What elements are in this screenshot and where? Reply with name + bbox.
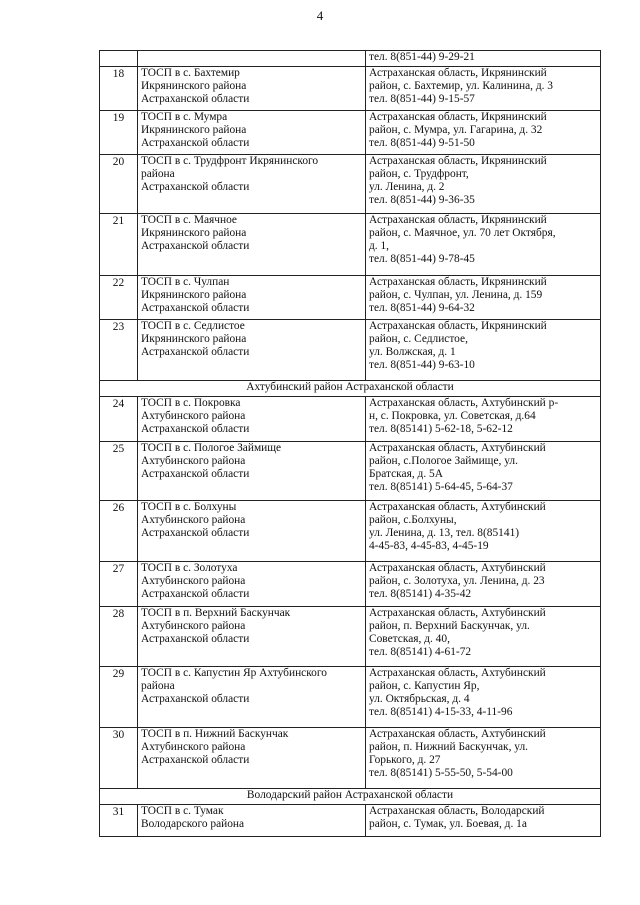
offices-table-body <box>100 51 601 837</box>
table-row <box>100 728 601 789</box>
table-row <box>100 442 601 501</box>
office-address: тел. 8(851-44) 9-29-21 <box>366 51 601 67</box>
row-number: 30 <box>100 728 138 789</box>
office-address: Астраханская область, Ахтубинский район, с.Пологое Займище, ул. Братская, д. 5А тел. 8(85141) 5-64-45, 5-64-37 <box>366 442 601 501</box>
office-address: Астраханская область, Ахтубинский район, п. Нижний Баскунчак, ул. Горького, д. 27 тел. 8(85141) 5-55-50, 5-54-00 <box>366 728 601 789</box>
offices-table <box>99 50 601 837</box>
table-row <box>100 501 601 562</box>
table-row <box>100 276 601 320</box>
office-name: ТОСП в с. Пологое Займище Ахтубинского района Астраханской области <box>138 442 366 501</box>
office-name <box>138 51 366 67</box>
table-row <box>100 155 601 214</box>
section-header-row <box>100 381 601 397</box>
row-number: 28 <box>100 607 138 667</box>
office-address: Астраханская область, Икрянинский район, с. Мумра, ул. Гагарина, д. 32 тел. 8(851-44) 9-51-50 <box>366 111 601 155</box>
office-address: Астраханская область, Ахтубинский район, с. Капустин Яр, ул. Октябрьская, д. 4 тел. 8(85141) 4-15-33, 4-11-96 <box>366 667 601 728</box>
row-number: 25 <box>100 442 138 501</box>
office-name: ТОСП в с. Покровка Ахтубинского района Астраханской области <box>138 397 366 442</box>
row-number: 21 <box>100 214 138 276</box>
office-name: ТОСП в п. Нижний Баскунчак Ахтубинского района Астраханской области <box>138 728 366 789</box>
office-name: ТОСП в п. Верхний Баскунчак Ахтубинского района Астраханской области <box>138 607 366 667</box>
office-name: ТОСП в с. Золотуха Ахтубинского района Астраханской области <box>138 562 366 607</box>
office-name: ТОСП в с. Болхуны Ахтубинского района Астраханской области <box>138 501 366 562</box>
section-title: Ахтубинский район Астраханской области <box>100 381 601 397</box>
office-name: ТОСП в с. Трудфронт Икрянинского района Астраханской области <box>138 155 366 214</box>
row-number <box>100 51 138 67</box>
row-number: 19 <box>100 111 138 155</box>
row-number: 29 <box>100 667 138 728</box>
row-number: 23 <box>100 320 138 381</box>
row-number: 24 <box>100 397 138 442</box>
office-name: ТОСП в с. Капустин Яр Ахтубинского района Астраханской области <box>138 667 366 728</box>
office-address: Астраханская область, Ахтубинский р- н, с. Покровка, ул. Советская, д.64 тел. 8(85141) 5-62-18, 5-62-12 <box>366 397 601 442</box>
table-row <box>100 397 601 442</box>
office-address: Астраханская область, Икрянинский район, с. Седлистое, ул. Волжская, д. 1 тел. 8(851-44) 9-63-10 <box>366 320 601 381</box>
table-row <box>100 214 601 276</box>
office-address: Астраханская область, Ахтубинский район, п. Верхний Баскунчак, ул. Советская, д. 40, тел. 8(85141) 4-61-72 <box>366 607 601 667</box>
table-row <box>100 667 601 728</box>
page-number: 4 <box>316 8 324 23</box>
table-row <box>100 562 601 607</box>
row-number: 31 <box>100 805 138 837</box>
table-row <box>100 805 601 837</box>
office-address: Астраханская область, Ахтубинский район, с.Болхуны, ул. Ленина, д. 13, тел. 8(85141) 4-45-83, 4-45-83, 4-45-19 <box>366 501 601 562</box>
section-title: Володарский район Астраханской области <box>100 789 601 805</box>
office-address: Астраханская область, Володарский район, с. Тумак, ул. Боевая, д. 1а <box>366 805 601 837</box>
office-address: Астраханская область, Икрянинский район, с. Маячное, ул. 70 лет Октября, д. 1, тел. 8(851-44) 9-78-45 <box>366 214 601 276</box>
office-name: ТОСП в с. Тумак Володарского района <box>138 805 366 837</box>
table-row <box>100 320 601 381</box>
section-header-row <box>100 789 601 805</box>
row-number: 18 <box>100 67 138 111</box>
table-row <box>100 67 601 111</box>
table-row <box>100 607 601 667</box>
office-name: ТОСП в с. Седлистое Икрянинского района Астраханской области <box>138 320 366 381</box>
office-address: Астраханская область, Ахтубинский район, с. Золотуха, ул. Ленина, д. 23 тел. 8(85141) 4-35-42 <box>366 562 601 607</box>
office-address: Астраханская область, Икрянинский район, с. Бахтемир, ул. Калинина, д. 3 тел. 8(851-44) 9-15-57 <box>366 67 601 111</box>
office-address: Астраханская область, Икрянинский район, с. Трудфронт, ул. Ленина, д. 2 тел. 8(851-44) 9-36-35 <box>366 155 601 214</box>
office-address: Астраханская область, Икрянинский район, с. Чулпан, ул. Ленина, д. 159 тел. 8(851-44) 9-64-32 <box>366 276 601 320</box>
office-name: ТОСП в с. Мумра Икрянинского района Астраханской области <box>138 111 366 155</box>
row-number: 26 <box>100 501 138 562</box>
row-number: 22 <box>100 276 138 320</box>
row-number: 20 <box>100 155 138 214</box>
row-number: 27 <box>100 562 138 607</box>
office-name: ТОСП в с. Чулпан Икрянинского района Астраханской области <box>138 276 366 320</box>
table-row <box>100 111 601 155</box>
office-name: ТОСП в с. Маячное Икрянинского района Астраханской области <box>138 214 366 276</box>
office-name: ТОСП в с. Бахтемир Икрянинского района Астраханской области <box>138 67 366 111</box>
table-row <box>100 51 601 67</box>
